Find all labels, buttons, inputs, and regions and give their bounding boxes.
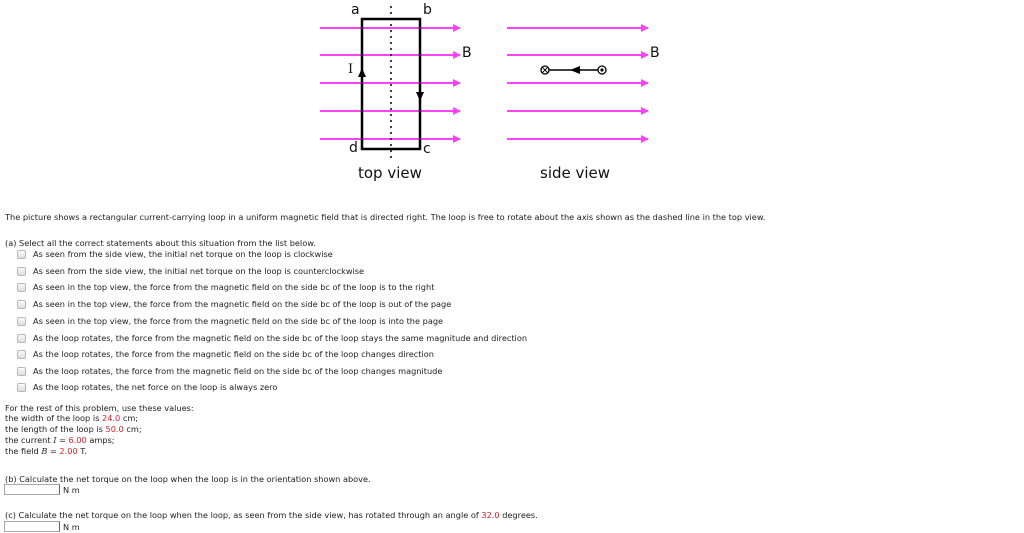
option-label: As seen from the side view, the initial net torque on the loop is clockwise bbox=[33, 249, 333, 259]
current-label: I bbox=[348, 62, 354, 77]
option-3[interactable] bbox=[17, 298, 451, 310]
option-1[interactable] bbox=[17, 265, 364, 277]
checkbox-0[interactable] bbox=[17, 250, 26, 259]
part-b-unit: N m bbox=[63, 484, 80, 495]
part-c-answer-row bbox=[4, 521, 80, 532]
values-heading: For the rest of this problem, use these values: bbox=[5, 403, 194, 413]
checkbox-4[interactable] bbox=[17, 317, 26, 326]
part-b-answer-input[interactable] bbox=[4, 484, 60, 495]
checkbox-6[interactable] bbox=[17, 350, 26, 359]
option-7[interactable] bbox=[17, 365, 442, 377]
current-arrow-up bbox=[358, 68, 366, 77]
part-a-prompt: (a) Select all the correct statements about this situation from the list below. bbox=[5, 238, 316, 248]
option-0[interactable] bbox=[17, 248, 333, 260]
value-current: the current I = 6.00 amps; bbox=[5, 435, 115, 445]
checkbox-3[interactable] bbox=[17, 300, 26, 309]
checkbox-5[interactable] bbox=[17, 334, 26, 343]
corner-label-b: b bbox=[423, 2, 432, 18]
corner-label-c: c bbox=[423, 141, 431, 157]
value-field: the field B = 2.00 T. bbox=[5, 446, 87, 456]
corner-label-d: d bbox=[349, 140, 358, 156]
problem-intro: The picture shows a rectangular current-carrying loop in a uniform magnetic field that is directed right. The loop is free to rotate about the axis shown as the dashed line in the top view. bbox=[5, 212, 766, 222]
option-label: As seen in the top view, the force from the magnetic field on the side bc of the loop is into the page bbox=[33, 316, 444, 326]
checkbox-1[interactable] bbox=[17, 267, 26, 276]
side-view-caption: side view bbox=[540, 164, 611, 182]
loop-diagram bbox=[0, 0, 1024, 195]
checkbox-2[interactable] bbox=[17, 283, 26, 292]
part-c-unit: N m bbox=[63, 521, 80, 532]
into-page-icon bbox=[541, 66, 549, 74]
physics-figure bbox=[0, 0, 1024, 195]
checkbox-8[interactable] bbox=[17, 383, 26, 392]
field-value: 2.00 bbox=[59, 446, 78, 456]
angle-value: 32.0 bbox=[481, 510, 500, 520]
part-b-answer-row bbox=[4, 484, 80, 495]
checkbox-7[interactable] bbox=[17, 367, 26, 376]
option-label: As the loop rotates, the net force on the loop is always zero bbox=[33, 382, 278, 392]
part-c-prompt: (c) Calculate the net torque on the loop when the loop, as seen from the side view, has rotated through an angle of 32.0 degrees. bbox=[5, 510, 538, 520]
option-label: As the loop rotates, the force from the magnetic field on the side bc of the loop changes magnitude bbox=[33, 366, 443, 376]
top-view-field-lines bbox=[320, 28, 460, 139]
side-view-field-lines bbox=[507, 28, 648, 139]
field-label-top: B bbox=[462, 45, 472, 61]
part-c-answer-input[interactable] bbox=[4, 521, 60, 532]
corner-label-a: a bbox=[351, 2, 360, 18]
option-label: As seen in the top view, the force from the magnetic field on the side bc of the loop is out of the page bbox=[33, 299, 452, 309]
option-8[interactable] bbox=[17, 381, 277, 393]
current-value: 6.00 bbox=[68, 435, 87, 445]
option-4[interactable] bbox=[17, 315, 443, 327]
option-label: As the loop rotates, the force from the magnetic field on the side bc of the loop stays the same magnitude and direction bbox=[33, 333, 528, 343]
option-6[interactable] bbox=[17, 348, 434, 360]
option-label: As the loop rotates, the force from the magnetic field on the side bc of the loop changes direction bbox=[33, 349, 434, 359]
top-view-caption: top view bbox=[358, 164, 422, 182]
part-b-prompt: (b) Calculate the net torque on the loop when the loop is in the orientation shown above. bbox=[5, 474, 371, 484]
side-view-arrow bbox=[570, 66, 580, 74]
option-label: As seen in the top view, the force from the magnetic field on the side bc of the loop is to the right bbox=[33, 282, 435, 292]
value-length: the length of the loop is 50.0 cm; bbox=[5, 424, 142, 434]
width-value: 24.0 bbox=[101, 413, 121, 423]
length-value: 50.0 bbox=[105, 424, 124, 434]
value-width: the width of the loop is 24.0 cm; bbox=[5, 413, 139, 423]
option-2[interactable] bbox=[17, 281, 434, 293]
current-arrow-down bbox=[416, 92, 424, 101]
option-label: As seen from the side view, the initial net torque on the loop is counterclockwise bbox=[33, 266, 365, 276]
option-5[interactable] bbox=[17, 332, 527, 344]
field-label-side: B bbox=[650, 45, 660, 61]
out-of-page-icon bbox=[598, 66, 606, 74]
